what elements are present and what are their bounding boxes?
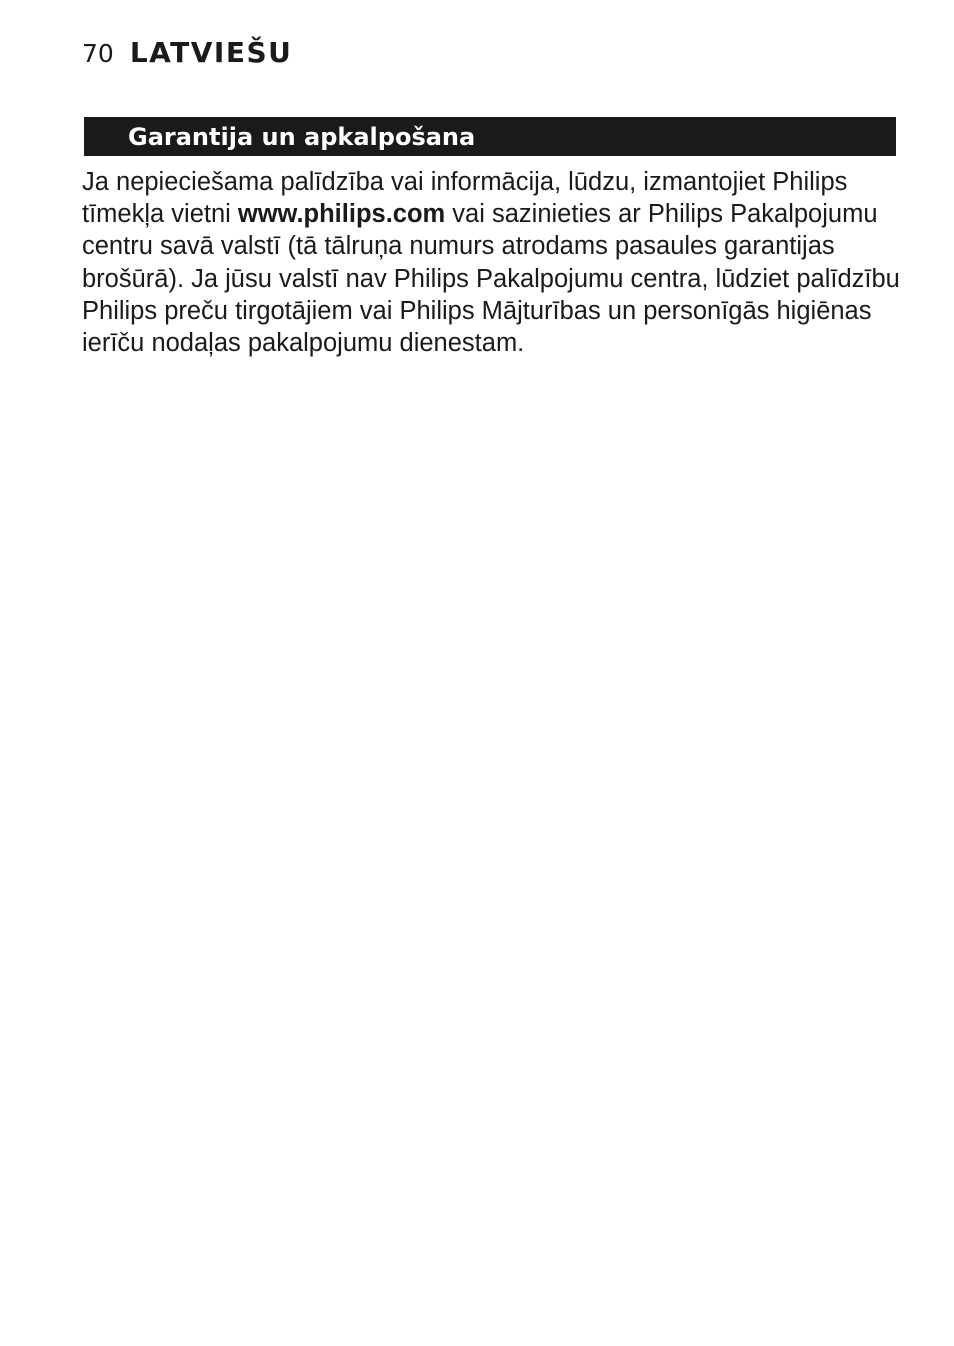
paragraph-text: vai sazinieties ar Philips Pakalpojumu: [445, 200, 878, 229]
section-title: Garantija un apkalpošana: [128, 122, 476, 151]
language-title: LATVIEŠU: [129, 36, 293, 69]
paragraph-text: tīmekļa vietni: [82, 200, 238, 229]
paragraph-line: centru savā valstī (tā tālruņa numurs atrodams pasaules garantijas: [82, 232, 835, 261]
paragraph-line: Philips preču tirgotājiem vai Philips Mājturības un personīgās higiēnas: [82, 296, 872, 325]
philips-website-link[interactable]: www.philips.com: [237, 200, 446, 229]
paragraph-line: Ja nepieciešama palīdzība vai informācija, lūdzu, izmantojiet Philips: [82, 168, 848, 196]
paragraph-line: ierīču nodaļas pakalpojumu dienestam.: [82, 329, 525, 358]
page-header: [82, 36, 292, 69]
warranty-paragraph: [82, 166, 900, 359]
page-number: 70: [82, 39, 114, 68]
paragraph-line: brošūrā). Ja jūsu valstī nav Philips Pakalpojumu centra, lūdziet palīdzību: [82, 264, 900, 293]
section-heading-bar: [84, 117, 896, 156]
paragraph-line: [82, 198, 894, 230]
